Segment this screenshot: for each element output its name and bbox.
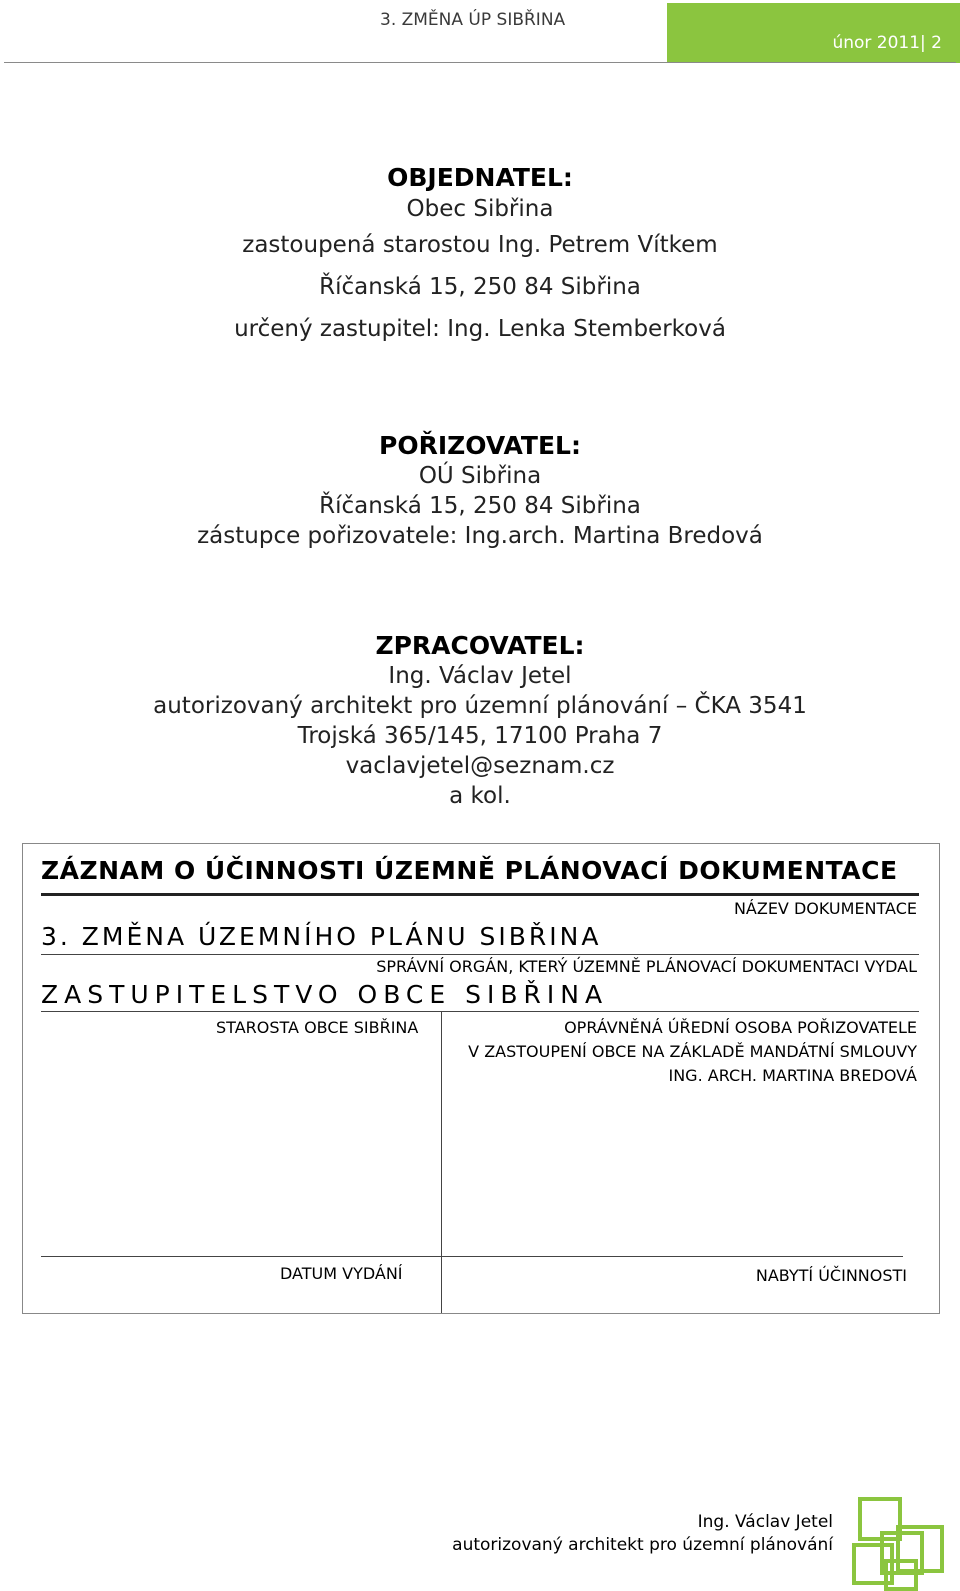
stamp-effective-label: NABYTÍ ÚČINNOSTI <box>755 1266 907 1285</box>
porizovatel-line: OÚ Sibřina <box>418 463 542 489</box>
porizovatel-line: zástupce pořizovatele: Ing.arch. Martina Bredová <box>197 523 763 549</box>
zpracovatel-heading: ZPRACOVATEL: <box>375 631 585 660</box>
header-date-box <box>667 3 960 63</box>
footer-name: Ing. Václav Jetel <box>697 1512 833 1532</box>
porizovatel-line: Říčanská 15, 250 84 Sibřina <box>319 493 641 519</box>
zpracovatel-line: autorizovaný architekt pro územní plánování – ČKA 3541 <box>153 693 807 719</box>
stamp-authority: ZASTUPITELSTVO OBCE SIBŘINA <box>41 980 609 1009</box>
stamp-mayor-label: STAROSTA OBCE SIBŘINA <box>216 1018 419 1037</box>
stamp-title-underline <box>41 893 919 896</box>
stamp-official-mandate: V ZASTOUPENÍ OBCE NA ZÁKLADĚ MANDÁTNÍ SMLOUVY <box>468 1042 917 1061</box>
stamp-document-name: 3. ZMĚNA ÚZEMNÍHO PLÁNU SIBŘINA <box>41 922 602 951</box>
header-date: únor 2011| 2 <box>832 33 942 53</box>
zpracovatel-line: Trojská 365/145, 17100 Praha 7 <box>297 723 663 749</box>
header-title: 3. ZMĚNA ÚP SIBŘINA <box>380 10 566 30</box>
stamp-name-label: NÁZEV DOKUMENTACE <box>733 899 917 918</box>
zpracovatel-line: a kol. <box>449 783 511 809</box>
porizovatel-section <box>0 431 960 551</box>
stamp-vertical-divider <box>441 1011 442 1313</box>
architect-logo-icon <box>852 1497 952 1591</box>
porizovatel-heading: POŘIZOVATEL: <box>379 431 581 460</box>
objednatel-line: zastoupená starostou Ing. Petrem Vítkem <box>242 232 718 258</box>
objednatel-line: Říčanská 15, 250 84 Sibřina <box>319 274 641 300</box>
stamp-divider <box>41 1256 903 1257</box>
effectiveness-record-stamp <box>22 843 940 1314</box>
objednatel-line: určený zastupitel: Ing. Lenka Stemberková <box>234 316 726 342</box>
stamp-official-label: OPRÁVNĚNÁ ÚŘEDNÍ OSOBA POŘIZOVATELE <box>564 1018 917 1037</box>
objednatel-heading: OBJEDNATEL: <box>387 163 573 192</box>
zpracovatel-section <box>0 631 960 811</box>
stamp-divider <box>41 954 919 955</box>
stamp-issue-date-label: DATUM VYDÁNÍ <box>280 1264 403 1283</box>
stamp-authority-label: SPRÁVNÍ ORGÁN, KTERÝ ÚZEMNĚ PLÁNOVACÍ DOKUMENTACI VYDAL <box>376 957 917 976</box>
objednatel-section <box>0 162 960 350</box>
footer-role: autorizovaný architekt pro územní plánování <box>452 1535 833 1555</box>
stamp-divider <box>41 1011 919 1012</box>
zpracovatel-email: vaclavjetel@seznam.cz <box>345 753 615 779</box>
stamp-official-name: ING. ARCH. MARTINA BREDOVÁ <box>668 1066 917 1085</box>
objednatel-line: Obec Sibřina <box>406 196 554 222</box>
stamp-title: ZÁZNAM O ÚČINNOSTI ÚZEMNĚ PLÁNOVACÍ DOKUMENTACE <box>41 856 898 885</box>
zpracovatel-line: Ing. Václav Jetel <box>388 663 572 689</box>
header-divider <box>4 62 956 63</box>
